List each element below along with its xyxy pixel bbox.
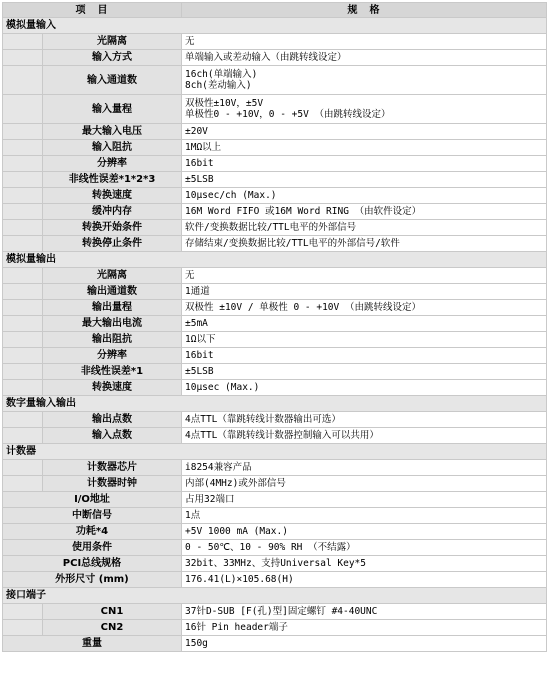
spec-value-line: 1点 [185, 510, 201, 521]
spec-value [182, 268, 546, 283]
spec-value [182, 460, 546, 475]
row-indent [3, 380, 42, 395]
spec-value-line: 37针D-SUB [F(孔)型]固定螺钉 #4-40UNC [185, 606, 378, 617]
spec-label: 最大输入电压 [43, 124, 181, 139]
spec-label: 输入量程 [43, 95, 181, 123]
spec-value [182, 284, 546, 299]
spec-value-line: 150g [185, 638, 208, 649]
spec-label: 计数器芯片 [43, 460, 181, 475]
row-indent [3, 620, 42, 635]
spec-label: CN2 [43, 620, 181, 635]
spec-row [3, 524, 546, 539]
spec-row [3, 556, 546, 571]
spec-value-line: 4点TTL（靠跳转线计数器控制输入可以共用） [185, 430, 379, 441]
spec-row [3, 380, 546, 395]
spec-label: 转换停止条件 [43, 236, 181, 251]
spec-value [182, 508, 546, 523]
spec-row [3, 476, 546, 491]
spec-value [182, 156, 546, 171]
spec-value [182, 220, 546, 235]
spec-value [182, 364, 546, 379]
spec-value [182, 236, 546, 251]
spec-row [3, 316, 546, 331]
spec-value-line: 10μsec/ch (Max.) [185, 190, 277, 201]
spec-row [3, 50, 546, 65]
spec-label: 输出点数 [43, 412, 181, 427]
spec-value [182, 620, 546, 635]
spec-label: 输出阻抗 [43, 332, 181, 347]
spec-table-body [3, 3, 546, 651]
spec-value-line: 32bit、33MHz、支持Universal Key*5 [185, 558, 366, 569]
spec-row [3, 620, 546, 635]
spec-label: 转换速度 [43, 188, 181, 203]
spec-table [2, 2, 547, 652]
spec-label: PCI总线规格 [3, 556, 181, 571]
section-header-row [3, 252, 546, 267]
spec-row [3, 95, 546, 123]
spec-value [182, 412, 546, 427]
spec-value-line: ±5LSB [185, 366, 214, 377]
spec-value-line: 占用32端口 [185, 494, 235, 505]
spec-value-line: 双极性 ±10V / 单极性 0 - +10V （由跳转线设定） [185, 302, 421, 313]
spec-value-line: 1Ω以下 [185, 334, 216, 345]
spec-value-line: i8254兼容产品 [185, 462, 252, 473]
header-row [3, 3, 546, 17]
spec-label: 输入通道数 [43, 66, 181, 94]
spec-label: 缓冲内存 [43, 204, 181, 219]
spec-label: 光隔离 [43, 34, 181, 49]
spec-value [182, 428, 546, 443]
spec-row [3, 540, 546, 555]
spec-label: 输入阻抗 [43, 140, 181, 155]
row-indent [3, 284, 42, 299]
spec-value [182, 66, 546, 94]
section-header-row [3, 396, 546, 411]
spec-row [3, 300, 546, 315]
spec-value [182, 380, 546, 395]
section-title: 模拟量输出 [3, 252, 546, 267]
spec-value-line: 双极性±10V，±5V [185, 98, 264, 109]
spec-value [182, 476, 546, 491]
row-indent [3, 140, 42, 155]
row-indent [3, 95, 42, 123]
spec-row [3, 236, 546, 251]
spec-value-line: 无 [185, 270, 195, 281]
spec-row [3, 364, 546, 379]
spec-label: 计数器时钟 [43, 476, 181, 491]
spec-label: 重量 [3, 636, 181, 651]
row-indent [3, 220, 42, 235]
spec-label: CN1 [43, 604, 181, 619]
spec-label: 非线性误差*1*2*3 [43, 172, 181, 187]
spec-value-line: 16ch(单端输入) [185, 69, 258, 80]
spec-value-line: 16bit [185, 158, 214, 169]
row-indent [3, 316, 42, 331]
row-indent [3, 412, 42, 427]
spec-value-line: ±5mA [185, 318, 208, 329]
spec-value [182, 188, 546, 203]
spec-value-line: 存储结束/变换数据比较/TTL电平的外部信号/软件 [185, 238, 400, 249]
row-indent [3, 188, 42, 203]
section-title: 接口端子 [3, 588, 546, 603]
spec-label: 转换速度 [43, 380, 181, 395]
spec-row [3, 412, 546, 427]
spec-row [3, 188, 546, 203]
spec-label: 输出量程 [43, 300, 181, 315]
spec-label: I/O地址 [3, 492, 181, 507]
spec-row [3, 460, 546, 475]
spec-value [182, 572, 546, 587]
spec-row [3, 284, 546, 299]
spec-value-line: 单端输入或差动输入（由跳转线设定） [185, 52, 347, 63]
spec-value [182, 492, 546, 507]
header-spec: 规 格 [182, 3, 546, 17]
spec-value [182, 524, 546, 539]
row-indent [3, 428, 42, 443]
spec-value [182, 95, 546, 123]
spec-value [182, 540, 546, 555]
spec-value [182, 636, 546, 651]
spec-row [3, 332, 546, 347]
spec-row [3, 348, 546, 363]
row-indent [3, 172, 42, 187]
spec-value [182, 556, 546, 571]
spec-value [182, 332, 546, 347]
spec-row [3, 66, 546, 94]
row-indent [3, 476, 42, 491]
spec-value [182, 604, 546, 619]
spec-value [182, 124, 546, 139]
section-header-row [3, 18, 546, 33]
spec-value-line: ±20V [185, 126, 208, 137]
spec-label: 分辨率 [43, 348, 181, 363]
spec-row [3, 604, 546, 619]
spec-value-line: 16针 Pin header端子 [185, 622, 288, 633]
spec-value-line: 1通道 [185, 286, 210, 297]
spec-value-line: 8ch(差动输入) [185, 80, 252, 91]
spec-label: 转换开始条件 [43, 220, 181, 235]
spec-label: 外形尺寸 (mm) [3, 572, 181, 587]
spec-row [3, 172, 546, 187]
spec-row [3, 428, 546, 443]
spec-value [182, 50, 546, 65]
spec-label: 中断信号 [3, 508, 181, 523]
row-indent [3, 364, 42, 379]
spec-value-line: 10μsec (Max.) [185, 382, 260, 393]
spec-label: 输出通道数 [43, 284, 181, 299]
spec-label: 分辨率 [43, 156, 181, 171]
spec-value-line: 无 [185, 36, 195, 47]
spec-label: 输入点数 [43, 428, 181, 443]
section-header-row [3, 588, 546, 603]
spec-value-line: 16M Word FIFO 或16M Word RING （由软件设定） [185, 206, 422, 217]
spec-label: 最大输出电流 [43, 316, 181, 331]
spec-row [3, 572, 546, 587]
spec-value-line: 4点TTL（靠跳转线计数器输出可选） [185, 414, 341, 425]
spec-row [3, 204, 546, 219]
row-indent [3, 124, 42, 139]
row-indent [3, 236, 42, 251]
spec-value-line: 1MΩ以上 [185, 142, 222, 153]
section-title: 计数器 [3, 444, 546, 459]
spec-value-line: 软件/变换数据比较/TTL电平的外部信号 [185, 222, 357, 233]
spec-label: 非线性误差*1 [43, 364, 181, 379]
row-indent [3, 604, 42, 619]
spec-value [182, 348, 546, 363]
spec-value [182, 316, 546, 331]
spec-value-line: 内部(4MHz)或外部信号 [185, 478, 286, 489]
spec-row [3, 492, 546, 507]
spec-row [3, 140, 546, 155]
row-indent [3, 66, 42, 94]
spec-value-line: ±5LSB [185, 174, 214, 185]
spec-row [3, 508, 546, 523]
spec-value [182, 204, 546, 219]
spec-value-line: +5V 1000 mA (Max.) [185, 526, 288, 537]
spec-row [3, 220, 546, 235]
row-indent [3, 268, 42, 283]
spec-label: 使用条件 [3, 540, 181, 555]
spec-label: 光隔离 [43, 268, 181, 283]
section-title: 模拟量输入 [3, 18, 546, 33]
row-indent [3, 204, 42, 219]
spec-value-line: 16bit [185, 350, 214, 361]
spec-label: 输入方式 [43, 50, 181, 65]
section-title: 数字量输入输出 [3, 396, 546, 411]
spec-value [182, 172, 546, 187]
section-header-row [3, 444, 546, 459]
spec-value [182, 300, 546, 315]
row-indent [3, 332, 42, 347]
spec-row [3, 156, 546, 171]
spec-value-line: 176.41(L)×105.68(H) [185, 574, 294, 585]
row-indent [3, 156, 42, 171]
spec-value-line: 0 - 50℃、10 - 90% RH （不结露） [185, 542, 356, 553]
spec-label: 功耗*4 [3, 524, 181, 539]
row-indent [3, 50, 42, 65]
row-indent [3, 300, 42, 315]
spec-value [182, 34, 546, 49]
spec-row [3, 636, 546, 651]
row-indent [3, 460, 42, 475]
spec-row [3, 124, 546, 139]
header-item: 项 目 [3, 3, 181, 17]
spec-row [3, 268, 546, 283]
spec-row [3, 34, 546, 49]
row-indent [3, 348, 42, 363]
spec-value-line: 单极性0 - +10V，0 - +5V （由跳转线设定） [185, 109, 391, 120]
row-indent [3, 34, 42, 49]
spec-value [182, 140, 546, 155]
